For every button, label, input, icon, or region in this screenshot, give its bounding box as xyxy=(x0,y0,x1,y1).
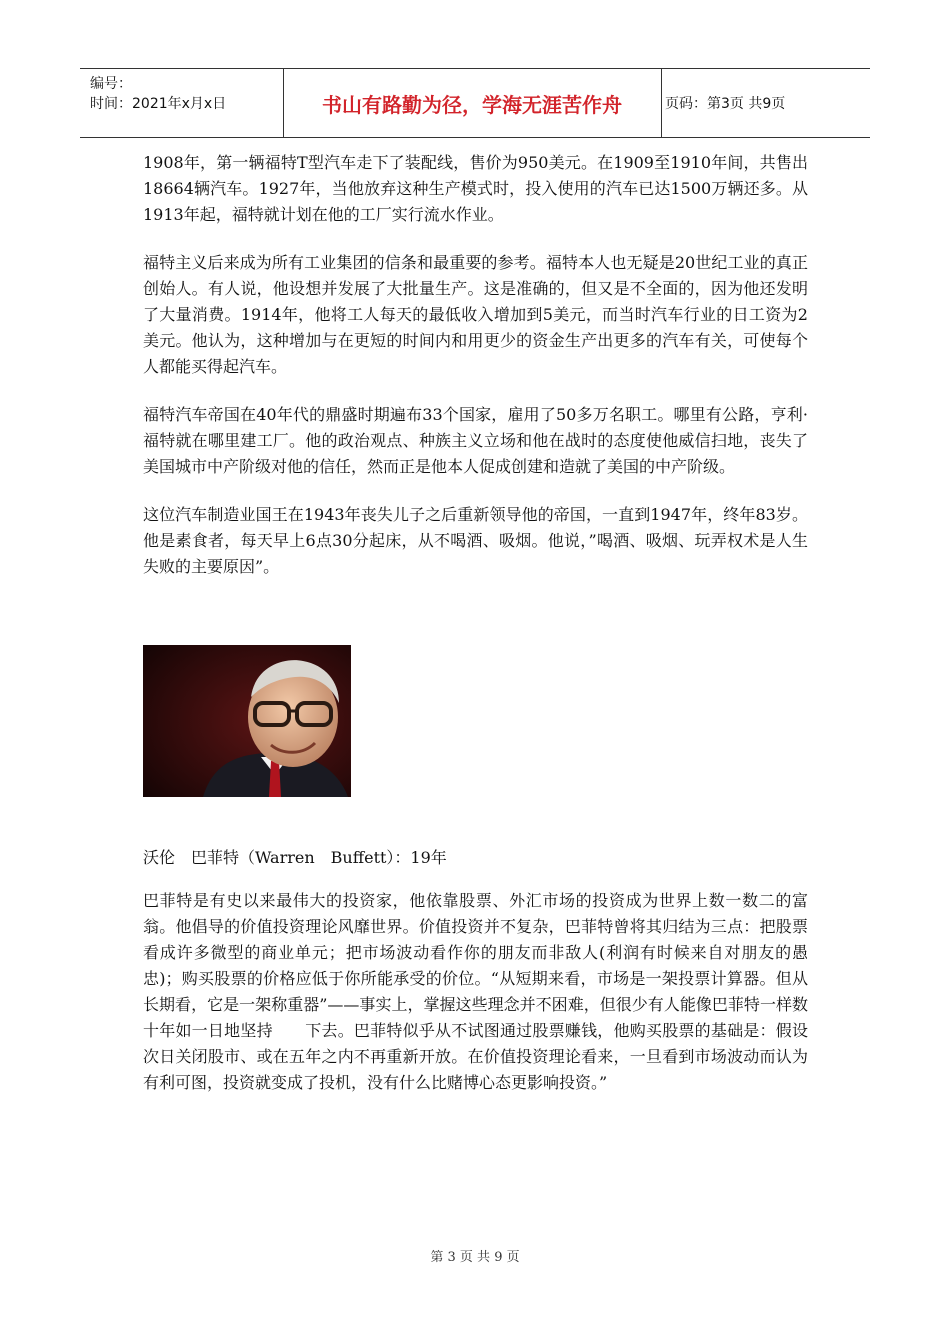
photo-caption: 沃伦 巴菲特（Warren Buffett）：19年 xyxy=(143,848,447,867)
paragraph-ford-later-life: 这位汽车制造业国王在1943年丧失儿子之后重新领导他的帝国，一直到1947年，终年83岁。他是素食者，每天早上6点30分起床，从不喝酒、吸烟。他说，”喝酒、吸烟、玩弄权术是人生失败的主要原因”。 xyxy=(143,505,808,576)
header-meta xyxy=(80,69,284,137)
paragraph-ford-model-t: 1908年，第一辆福特T型汽车走下了装配线，售价为950美元。在1909至1910年间，共售出18664辆汽车。1927年，当他放弃这种生产模式时，投入使用的汽车已达1500万辆还多。从1913年起，福特就计划在他的工厂实行流水作业。 xyxy=(143,153,808,224)
body-text xyxy=(143,150,808,602)
number-label: 编号： xyxy=(90,76,132,92)
portrait-photo xyxy=(143,645,351,797)
portrait-image xyxy=(143,645,351,797)
page-footer: 第 3 页 共 9 页 xyxy=(430,1250,520,1265)
header-motto: 书山有路勤为径，学海无涯苦作舟 xyxy=(283,69,662,137)
paragraph-ford-empire: 福特汽车帝国在40年代的鼎盛时期遍布33个国家，雇用了50多万名职工。哪里有公路，亨利·福特就在哪里建工厂。他的政治观点、种族主义立场和他在战时的态度使他威信扫地，丧失了美国城市中产阶级对他的信任，然而正是他本人促成创建和造就了美国的中产阶级。 xyxy=(143,405,808,476)
page-header xyxy=(80,68,870,138)
body-text-buffett xyxy=(143,888,841,1118)
header-page-label: 页码：第3页 共9页 xyxy=(665,96,786,112)
paragraph-buffett: 巴菲特是有史以来最伟大的投资家，他依靠股票、外汇市场的投资成为世界上数一数二的富翁。他倡导的价值投资理论风靡世界。价值投资并不复杂，巴菲特曾将其归结为三点：把股票看成许多微型的商业单元；把市场波动看作你的朋友而非敌人(利润有时候来自对朋友的愚忠)；购买股票的价格应低于你所能承受的价位。“从短期来看，市场是一架投票计算器。但从长期看，它是一架称重器”——事实上，掌握这些理念并不困难，但很少有人能像巴菲特一样数十年如一日地坚持 下去。巴菲特似乎从不试图通过股票赚钱，他购买股票的基础是：假设次日关闭股市、或在五年之内不再重新开放。在价值投资理论看来，一旦看到市场波动而认为 有利可图，投资就变成了投机，没有什么比赌博心态更影响投资。” xyxy=(143,891,841,1092)
paragraph-fordism: 福特主义后来成为所有工业集团的信条和最重要的参考。福特本人也无疑是20世纪工业的真正创始人。有人说，他设想并发展了大批量生产。这是准确的，但又是不全面的，因为他还发明了大量消费。1914年，他将工人每天的最低收入增加到5美元，而当时汽车行业的日工资为2美元。他认为，这种增加与在更短的时间内和用更少的资金生产出更多的汽车有关，可使每个人都能买得起汽车。 xyxy=(143,253,808,376)
date-label: 时间：2021年x月x日 xyxy=(90,96,227,112)
